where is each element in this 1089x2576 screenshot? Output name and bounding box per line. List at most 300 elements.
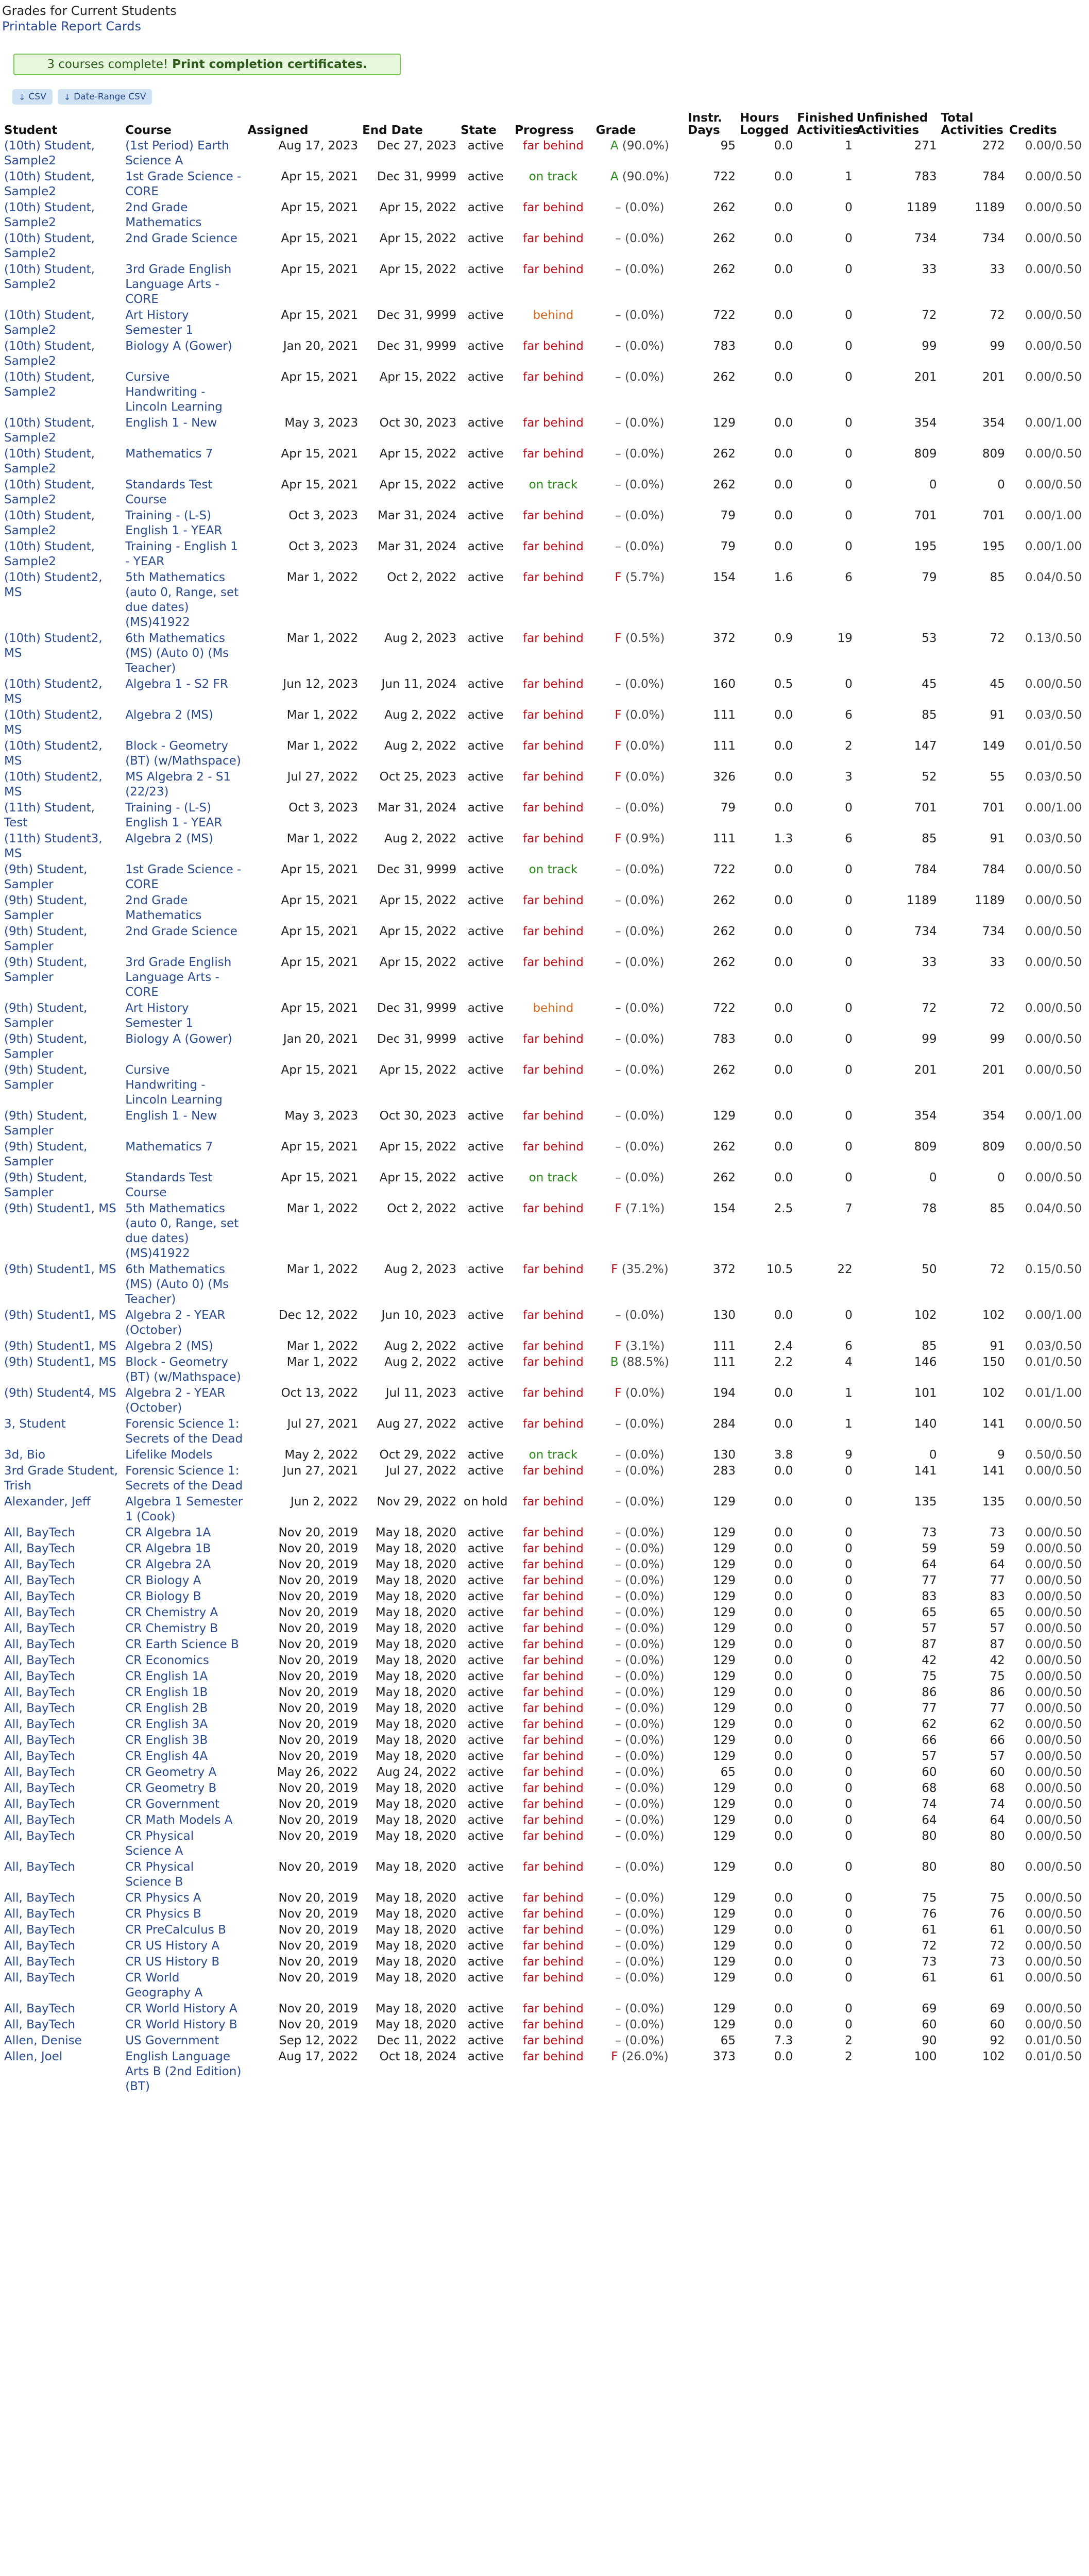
course-name-link[interactable]: 3rd Grade English Language Arts - CORE [125,956,232,999]
course-name-link[interactable]: CR Algebra 1B [125,1542,211,1555]
course-name-link[interactable]: MS Algebra 2 - S1 (22/23) [125,770,231,799]
finished-activities: 0 [845,1622,853,1635]
course-name-link[interactable]: Biology A (Gower) [125,340,232,353]
student-name-link[interactable]: (9th) Student1, MS [4,1263,116,1276]
course-name-link[interactable]: Algebra 2 (MS) [125,708,213,722]
course-name-link[interactable]: Training - English 1 - YEAR [125,540,238,568]
grade-percent: (0.0%) [625,1140,665,1154]
course-name-link[interactable]: Training - (L-S) English 1 - YEAR [125,801,223,829]
total-activities: 80 [990,1829,1005,1843]
assigned-date: Nov 20, 2019 [278,1939,359,1953]
col-state[interactable]: State [461,124,497,137]
table-row [2,1605,1084,1621]
progress-status: far behind [522,1734,584,1747]
credits: 0.00/0.50 [1025,1782,1082,1795]
total-activities: 69 [990,2002,1005,2015]
state: active [467,1860,504,1874]
table-row [2,2049,1084,2095]
student-name-link[interactable]: (9th) Student, Sampler [4,1140,88,1168]
student-name-link[interactable]: All, BayTech [4,1798,76,1811]
state: active [467,416,504,430]
student-name-link[interactable]: (10th) Student, Sample2 [4,370,95,399]
student-name-link[interactable]: All, BayTech [4,1542,76,1555]
col-grade[interactable]: Grade [595,124,636,137]
student-name-link[interactable]: All, BayTech [4,1907,76,1921]
student-name-link[interactable]: All, BayTech [4,1670,76,1683]
course-name-link[interactable]: CR World History B [125,2018,237,2031]
assigned-date: Apr 15, 2021 [281,894,359,907]
grade [594,570,686,631]
date-range-csv-export-button[interactable] [58,89,152,105]
course-name-link[interactable]: CR Economics [125,1654,209,1667]
student-name-link[interactable]: (10th) Student, Sample2 [4,478,95,506]
state: active [467,1386,504,1400]
instr-days: 262 [713,956,736,969]
course-name-link[interactable]: Forensic Science 1: Secrets of the Dead [125,1464,243,1493]
instr-days: 111 [713,739,736,753]
student-name-link[interactable]: All, BayTech [4,1622,76,1635]
credits: 0.00/0.50 [1025,1750,1082,1763]
credits: 0.00/0.50 [1025,139,1082,152]
end-date: Aug 2, 2023 [384,632,457,645]
student-name-link[interactable]: (9th) Student, Sampler [4,1032,88,1061]
student-name-link[interactable]: (9th) Student, Sampler [4,925,88,953]
course-name-link[interactable]: CR Geometry B [125,1782,217,1795]
course-name-link[interactable]: Standards Test Course [125,478,213,506]
course-name-link[interactable]: English 1 - New [125,1109,217,1123]
grade-letter: – [615,340,621,353]
student-name-link[interactable]: All, BayTech [4,1814,76,1827]
state: active [467,1814,504,1827]
course-name-link[interactable]: CR Physical Science A [125,1829,194,1858]
student-name-link[interactable]: (10th) Student, Sample2 [4,416,95,445]
instr-days: 262 [713,263,736,276]
student-name-link[interactable]: (10th) Student, Sample2 [4,340,95,368]
grade-letter: F [611,2050,618,2063]
col-course[interactable]: Course [125,124,172,137]
course-name-link[interactable]: Algebra 2 - YEAR (October) [125,1386,226,1415]
assigned-date: Oct 3, 2023 [288,509,359,522]
unfinished-activities: 75 [922,1670,937,1683]
student-name-link[interactable]: (10th) Student, Sample2 [4,139,95,167]
instr-days: 130 [713,1448,736,1462]
progress-status: far behind [522,1798,584,1811]
student-name-link[interactable]: All, BayTech [4,1971,76,1985]
progress-status: far behind [522,1814,584,1827]
hours-logged: 0.0 [774,1558,793,1571]
end-date: May 18, 2020 [375,1526,457,1539]
progress-status: far behind [522,232,584,245]
finished-activities: 0 [845,1891,853,1905]
student-name-link[interactable]: 3, Student [4,1417,66,1431]
student-name-link[interactable]: All, BayTech [4,1606,76,1619]
course-name-link[interactable]: 3rd Grade English Language Arts - CORE [125,263,232,306]
end-date: May 18, 2020 [375,1542,457,1555]
instr-days: 65 [720,1766,736,1779]
assigned-date: Nov 20, 2019 [278,1923,359,1937]
total-activities: 141 [982,1464,1005,1478]
grade [594,170,686,200]
course-name-link[interactable]: 1st Grade Science - CORE [125,863,242,891]
student-name-link[interactable]: (9th) Student4, MS [4,1386,116,1400]
export-buttons [12,89,1087,105]
csv-export-button[interactable] [12,89,53,105]
hours-logged: 0.0 [774,447,793,461]
student-name-link[interactable]: All, BayTech [4,1955,76,1969]
hours-logged: 0.0 [774,1309,793,1322]
student-name-link[interactable]: (11th) Student3, MS [4,832,103,860]
course-name-link[interactable]: Block - Geometry (BT) (w/Mathspace) [125,1355,241,1384]
total-activities: 354 [982,1109,1005,1123]
course-name-link[interactable]: 6th Mathematics (MS) (Auto 0) (Ms Teacher) [125,632,229,675]
student-name-link[interactable]: (10th) Student2, MS [4,632,103,660]
grade-percent: (0.0%) [625,739,665,753]
instr-days: 262 [713,232,736,245]
table-row [2,1557,1084,1573]
progress-status: far behind [522,340,584,353]
grade-letter: – [615,1171,621,1184]
printable-report-cards-link[interactable]: Printable Report Cards [2,19,142,33]
course-name-link[interactable]: CR US History B [125,1955,220,1969]
course-name-link[interactable]: Art History Semester 1 [125,309,194,337]
student-name-link[interactable]: (9th) Student, Sampler [4,1002,88,1030]
finished-activities: 0 [845,1526,853,1539]
student-name-link[interactable]: (9th) Student, Sampler [4,1109,88,1138]
student-name-link[interactable]: (11th) Student, Test [4,801,95,829]
table-row [2,1541,1084,1557]
table-row [2,770,1084,801]
grade-letter: – [615,1417,621,1431]
student-name-link[interactable]: All, BayTech [4,1829,76,1843]
unfinished-activities: 201 [914,1063,937,1077]
instr-days: 129 [713,416,736,430]
end-date: May 18, 2020 [375,1923,457,1937]
credits: 0.00/0.50 [1025,309,1082,322]
end-date: May 18, 2020 [375,1782,457,1795]
course-name-link[interactable]: 5th Mathematics (auto 0, Range, set due dates) (MS)41922 [125,571,239,629]
course-name-link[interactable]: CR English 3A [125,1718,208,1731]
student-name-link[interactable]: All, BayTech [4,1734,76,1747]
assigned-date: Oct 3, 2023 [288,801,359,815]
credits: 0.00/0.50 [1025,1622,1082,1635]
progress-status: on track [529,863,578,876]
student-name-link[interactable]: (10th) Student, Sample2 [4,170,95,198]
student-name-link[interactable]: Allen, Denise [4,2034,82,2047]
course-name-link[interactable]: CR Physics A [125,1891,201,1905]
hours-logged: 0.0 [774,1386,793,1400]
student-name-link[interactable]: All, BayTech [4,1702,76,1715]
progress-status: far behind [522,1766,584,1779]
course-name-link[interactable]: Cursive Handwriting - Lincoln Learning [125,370,223,414]
student-name-link[interactable]: (10th) Student, Sample2 [4,201,95,229]
col-student[interactable]: Student [4,124,58,137]
grade [594,1955,686,1971]
table-row [2,1573,1084,1589]
total-activities: 195 [982,540,1005,553]
instr-days: 129 [713,1495,736,1509]
table-row [2,2018,1084,2033]
student-name-link[interactable]: Allen, Joel [4,2050,63,2063]
grade [594,1781,686,1797]
student-name-link[interactable]: All, BayTech [4,1782,76,1795]
course-name-link[interactable]: 2nd Grade Science [125,925,237,938]
instr-days: 65 [720,2034,736,2047]
assigned-date: Sep 12, 2022 [279,2034,359,2047]
course-name-link[interactable]: (1st Period) Earth Science A [125,139,229,167]
student-name-link[interactable]: (10th) Student2, MS [4,571,103,599]
student-name-link[interactable]: All, BayTech [4,1718,76,1731]
hours-logged: 0.0 [774,956,793,969]
state: active [467,708,504,722]
col-hours-logged[interactable]: Hours Logged [739,111,789,137]
hours-logged: 0.9 [774,632,793,645]
hours-logged: 0.0 [774,1814,793,1827]
student-name-link[interactable]: (10th) Student, Sample2 [4,540,95,568]
course-name-link[interactable]: English 1 - New [125,416,217,430]
assigned-date: Jul 27, 2021 [287,1417,359,1431]
table-row [2,955,1084,1001]
table-row [2,200,1084,231]
progress-status: far behind [522,1654,584,1667]
finished-activities: 2 [845,2050,853,2063]
credits: 0.00/0.50 [1025,956,1082,969]
grade [594,2002,686,2018]
student-name-link[interactable]: 3d, Bio [4,1448,46,1462]
course-name-link[interactable]: 2nd Grade Mathematics [125,894,202,922]
student-name-link[interactable]: (10th) Student, Sample2 [4,447,95,476]
student-name-link[interactable]: (9th) Student, Sampler [4,956,88,984]
assigned-date: Nov 20, 2019 [278,1606,359,1619]
student-name-link[interactable]: (9th) Student1, MS [4,1309,116,1322]
course-name-link[interactable]: 1st Grade Science - CORE [125,170,242,198]
end-date: May 18, 2020 [375,1939,457,1953]
table-row [2,1797,1084,1813]
course-name-link[interactable]: CR Government [125,1798,219,1811]
course-name-link[interactable]: 5th Mathematics (auto 0, Range, set due dates) (MS)41922 [125,1202,239,1260]
state: active [467,340,504,353]
course-name-link[interactable]: Mathematics 7 [125,1140,213,1154]
credits: 0.00/0.50 [1025,1140,1082,1154]
state: active [467,1558,504,1571]
state: active [467,1263,504,1276]
student-name-link[interactable]: All, BayTech [4,1923,76,1937]
student-name-link[interactable]: (10th) Student, Sample2 [4,509,95,537]
total-activities: 1189 [975,894,1005,907]
finished-activities: 0 [845,1654,853,1667]
finished-activities: 0 [845,447,853,461]
unfinished-activities: 354 [914,1109,937,1123]
col-credits[interactable]: Credits [1009,124,1057,137]
assigned-date: Nov 20, 2019 [278,1798,359,1811]
completion-banner [13,54,401,75]
course-name-link[interactable]: CR English 1B [125,1686,208,1699]
student-name-link[interactable]: All, BayTech [4,2002,76,2015]
state: active [467,1766,504,1779]
student-name-link[interactable]: All, BayTech [4,1654,76,1667]
course-name-link[interactable]: Mathematics 7 [125,447,213,461]
course-name-link[interactable]: 2nd Grade Science [125,232,237,245]
instr-days: 129 [713,1526,736,1539]
grade [594,708,686,739]
assigned-date: Nov 20, 2019 [278,1654,359,1667]
course-name-link[interactable]: CR Algebra 1A [125,1526,211,1539]
col-finished-activities[interactable]: Finished Activities [797,111,860,137]
student-name-link[interactable]: All, BayTech [4,1558,76,1571]
credits: 0.00/0.50 [1025,1670,1082,1683]
assigned-date: Jan 20, 2021 [283,340,359,353]
course-name-link[interactable]: 2nd Grade Mathematics [125,201,202,229]
course-name-link[interactable]: CR Math Models A [125,1814,233,1827]
student-name-link[interactable]: (9th) Student1, MS [4,1355,116,1369]
student-name-link[interactable]: All, BayTech [4,1891,76,1905]
total-activities: 92 [990,2034,1005,2047]
course-name-link[interactable]: CR Earth Science B [125,1638,239,1651]
credits: 0.13/0.50 [1025,632,1082,645]
student-name-link[interactable]: (10th) Student2, MS [4,677,103,706]
table-row [2,1781,1084,1797]
course-name-link[interactable]: US Government [125,2034,219,2047]
state: active [467,677,504,691]
course-name-link[interactable]: Algebra 1 Semester 1 (Cook) [125,1495,243,1523]
course-name-link[interactable]: CR English 3B [125,1734,208,1747]
assigned-date: Apr 15, 2021 [281,1140,359,1154]
course-name-link[interactable]: CR English 2B [125,1702,208,1715]
finished-activities: 0 [845,201,853,214]
credits: 0.00/0.50 [1025,1718,1082,1731]
course-name-link[interactable]: CR English 1A [125,1670,208,1683]
student-name-link[interactable]: (10th) Student2, MS [4,770,103,799]
student-name-link[interactable]: All, BayTech [4,1860,76,1874]
hours-logged: 0.0 [774,1171,793,1184]
col-instr-days[interactable]: Instr. Days [688,111,722,137]
table-row [2,1860,1084,1891]
student-name-link[interactable]: All, BayTech [4,1638,76,1651]
course-name-link[interactable]: Algebra 2 (MS) [125,1340,213,1353]
course-name-link[interactable]: CR English 4A [125,1750,208,1763]
state: active [467,1782,504,1795]
course-name-link[interactable]: Cursive Handwriting - Lincoln Learning [125,1063,223,1107]
student-name-link[interactable]: All, BayTech [4,1590,76,1603]
assigned-date: Apr 15, 2021 [281,956,359,969]
student-name-link[interactable]: 3rd Grade Student, Trish [4,1464,118,1493]
course-name-link[interactable]: CR Algebra 2A [125,1558,211,1571]
grade [594,739,686,770]
student-name-link[interactable]: (10th) Student2, MS [4,708,103,737]
state: active [467,956,504,969]
student-name-link[interactable]: (10th) Student, Sample2 [4,309,95,337]
course-name-link[interactable]: Forensic Science 1: Secrets of the Dead [125,1417,243,1446]
instr-days: 129 [713,1939,736,1953]
student-name-link[interactable]: (10th) Student2, MS [4,739,103,768]
assigned-date: Apr 15, 2021 [281,1063,359,1077]
student-name-link[interactable]: (9th) Student1, MS [4,1202,116,1215]
grade [594,1653,686,1669]
course-name-link[interactable]: CR World Geography A [125,1971,203,1999]
course-name-link[interactable]: Training - (L-S) English 1 - YEAR [125,509,223,537]
student-name-link[interactable]: (9th) Student, Sampler [4,863,88,891]
grade-percent: (0.0%) [625,1590,665,1603]
assigned-date: Nov 20, 2019 [278,1734,359,1747]
credits: 0.00/0.50 [1025,1032,1082,1046]
state: active [467,1309,504,1322]
col-total-activities[interactable]: Total Activities [941,111,1003,137]
student-name-link[interactable]: All, BayTech [4,1574,76,1587]
download-icon: ↓ [19,92,26,102]
credits: 0.00/0.50 [1025,1464,1082,1478]
course-name-link[interactable]: Algebra 1 - S2 FR [125,677,228,691]
course-name-link[interactable]: CR Chemistry B [125,1622,218,1635]
course-name-link[interactable]: CR World History A [125,2002,237,2015]
course-name-link[interactable]: Biology A (Gower) [125,1032,232,1046]
col-progress[interactable]: Progress [515,124,574,137]
course-name-link[interactable]: CR Geometry A [125,1766,217,1779]
course-name-link[interactable]: CR Physics B [125,1907,201,1921]
unfinished-activities: 135 [914,1495,937,1509]
finished-activities: 3 [845,770,853,784]
student-name-link[interactable]: (9th) Student1, MS [4,1340,116,1353]
course-name-link[interactable]: Algebra 2 (MS) [125,832,213,845]
end-date: Jun 10, 2023 [381,1309,457,1322]
unfinished-activities: 83 [922,1590,937,1603]
progress-status: far behind [522,1464,584,1478]
table-row [2,416,1084,447]
student-name-link[interactable]: (10th) Student, Sample2 [4,263,95,291]
hours-logged: 0.0 [774,1590,793,1603]
unfinished-activities: 271 [914,139,937,152]
instr-days: 129 [713,1654,736,1667]
grade [594,1308,686,1339]
progress-status: far behind [522,1526,584,1539]
student-name-link[interactable]: (10th) Student, Sample2 [4,232,95,260]
student-name-link[interactable]: All, BayTech [4,1526,76,1539]
student-name-link[interactable]: (9th) Student, Sampler [4,894,88,922]
course-name-link[interactable]: CR Biology B [125,1590,201,1603]
student-name-link[interactable]: Alexander, Jeff [4,1495,91,1509]
course-name-link[interactable]: CR Biology A [125,1574,201,1587]
student-name-link[interactable]: All, BayTech [4,2018,76,2031]
student-name-link[interactable]: All, BayTech [4,1766,76,1779]
course-name-link[interactable]: CR Physical Science B [125,1860,194,1889]
finished-activities: 0 [845,1782,853,1795]
course-name-link[interactable]: CR Chemistry A [125,1606,218,1619]
instr-days: 129 [713,1686,736,1699]
course-name-link[interactable]: Lifelike Models [125,1448,213,1462]
course-name-link[interactable]: Algebra 2 - YEAR (October) [125,1309,226,1337]
print-certificates-link[interactable]: Print completion certificates. [172,58,367,71]
course-name-link[interactable]: Art History Semester 1 [125,1002,194,1030]
total-activities: 33 [990,956,1005,969]
student-name-link[interactable]: All, BayTech [4,1750,76,1763]
col-unfinished-activities[interactable]: Unfinished Activities [856,111,928,137]
course-name-link[interactable]: Standards Test Course [125,1171,213,1199]
hours-logged: 7.3 [774,2034,793,2047]
hours-logged: 0.0 [774,1670,793,1683]
col-end-date[interactable]: End Date [362,124,423,137]
course-name-link[interactable]: Block - Geometry (BT) (w/Mathspace) [125,739,241,768]
student-name-link[interactable]: (9th) Student, Sampler [4,1171,88,1199]
progress-status: far behind [522,1686,584,1699]
student-name-link[interactable]: All, BayTech [4,1939,76,1953]
end-date: May 18, 2020 [375,1955,457,1969]
course-name-link[interactable]: CR PreCalculus B [125,1923,226,1937]
course-name-link[interactable]: CR US History A [125,1939,220,1953]
student-name-link[interactable]: (9th) Student, Sampler [4,1063,88,1092]
course-name-link[interactable]: English Language Arts B (2nd Edition) (BT) [125,2050,242,2093]
course-name-link[interactable]: 6th Mathematics (MS) (Auto 0) (Ms Teacher) [125,1263,229,1306]
col-assigned[interactable]: Assigned [247,124,309,137]
credits: 0.00/0.50 [1025,1766,1082,1779]
student-name-link[interactable]: All, BayTech [4,1686,76,1699]
